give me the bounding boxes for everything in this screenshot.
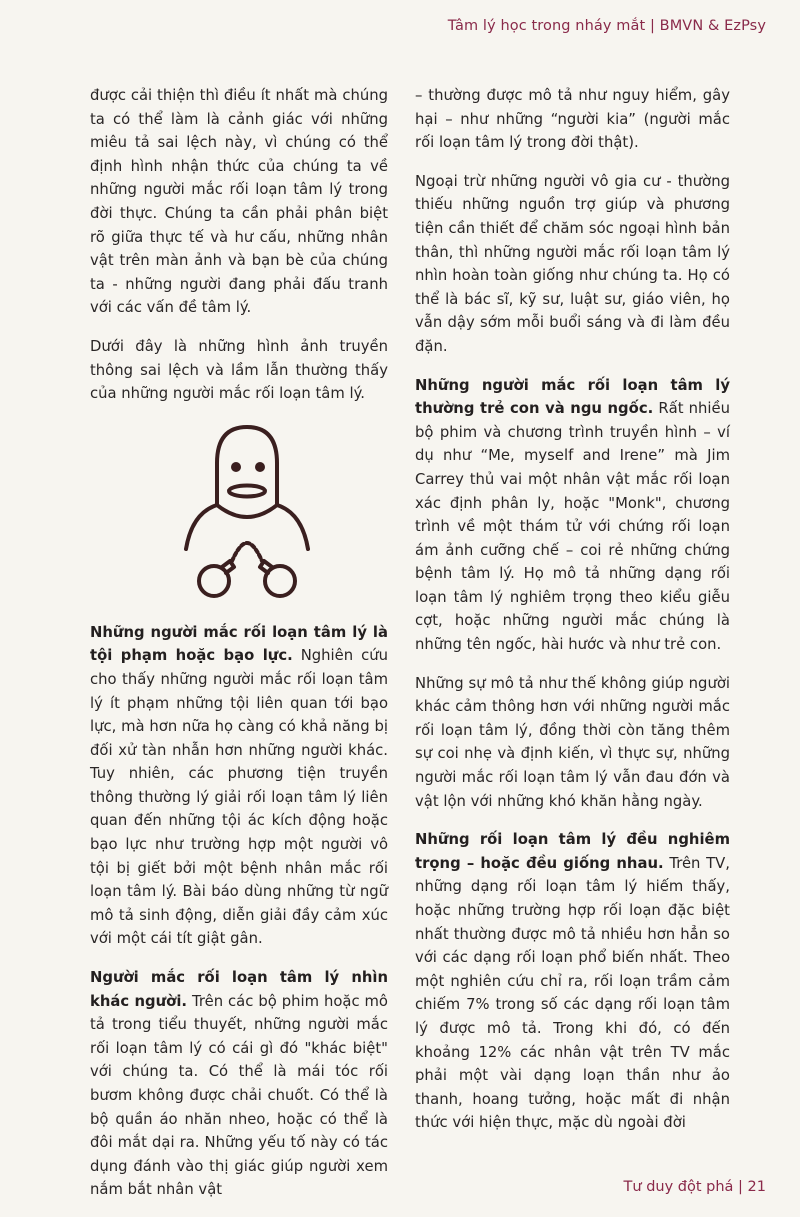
paragraph: Những sự mô tả như thế không giúp người khác cảm thông hơn với những người mắc rối loạn tâm lý, đồng thời còn tăng thêm sự coi nhẹ và định kiến, vì thực sự, những người mắc rối loạn tâm lý vẫn đau đớn và vật lộn với những khó khăn hằng ngày. xyxy=(415,674,730,810)
paragraph-heading: Những người mắc rối loạn tâm lý là tội phạm hoặc bạo lực. xyxy=(90,623,388,665)
left-column xyxy=(90,84,388,1217)
paragraph: – thường được mô tả như nguy hiểm, gây hại – như những “người kia” (người mắc rối loạn tâm lý trong đời thật). xyxy=(415,87,730,152)
paragraph-heading: Những rối loạn tâm lý đều nghiêm trọng – hoặc đều giống nhau. xyxy=(415,831,730,872)
running-header: Tâm lý học trong nháy mắt | BMVN & EzPsy xyxy=(447,18,766,34)
paragraph: Những người mắc rối loạn tâm lý là tội phạm hoặc bạo lực. Nghiên cứu cho thấy những người mắc rối loạn tâm lý ít phạm những tội liên quan tới bạo lực, mà hơn nữa họ càng có khả năng bị đối xử tàn nhẫn hơn những người khác. Tuy nhiên, các phương tiện truyền thông thường lý giải rối loạn tâm lý liên quan đến những tội ác kích động hoặc bạo lực như trường hợp một người vô tội bị giết bởi một bệnh nhân mắc rối loạn tâm lý. Bài báo dùng những từ ngữ mô tả sinh động, diễn giải đầy cảm xúc với một cái tít giật gân. xyxy=(90,623,388,948)
paragraph-heading: Những người mắc rối loạn tâm lý thường trẻ con và ngu ngốc. xyxy=(415,376,730,418)
paragraph-heading: Người mắc rối loạn tâm lý nhìn khác người. xyxy=(90,969,388,1010)
paragraph: Ngoại trừ những người vô gia cư - thường thiếu những nguồn trợ giúp và phương tiện cần thiết để chăm sóc ngoại hình bản thân, thì những người mắc rối loạn tâm lý nhìn hoàn toàn giống như chúng ta. Họ có thể là bác sĩ, kỹ sư, luật sư, giáo viên, họ vẫn dậy sớm mỗi buổi sáng và đi làm đều đặn. xyxy=(415,172,730,355)
paragraph: Người mắc rối loạn tâm lý nhìn khác người. Trên các bộ phim hoặc mô tả trong tiểu thuyết, những người mắc rối loạn tâm lý có cái gì đó "khác biệt" với chúng ta. Có thể là mái tóc rối bươm không được chải chuốt. Có thể là bộ quần áo nhăn nheo, hoặc có thể là đôi mắt dại ra. Những yếu tố này có tác dụng đánh vào thị giác giúp người xem nắm bắt nhân vật xyxy=(90,969,388,1199)
paragraph: Dưới đây là những hình ảnh truyền thông sai lệch và lầm lẫn thường thấy của những người mắc rối loạn tâm lý. xyxy=(90,337,388,403)
page-footer: Tư duy đột phá | 21 xyxy=(623,1179,766,1195)
handcuffed-person-icon xyxy=(182,421,312,601)
paragraph: Những rối loạn tâm lý đều nghiêm trọng – hoặc đều giống nhau. Trên TV, những dạng rối loạn tâm lý hiếm thấy, hoặc những trường hợp rối loạn đặc biệt nhất thường được mô tả nhiều hơn hẳn so với các dạng rối loạn phổ biến nhất. Theo một nghiên cứu chỉ ra, rối loạn trầm cảm chiếm 7% trong số các dạng rối loạn tâm lý được mô tả. Trong khi đó, có đến khoảng 12% các nhân vật trên TV mắc phải một vài dạng loạn thần như ảo thanh, hoang tưởng, hoặc mất đi nhận thức với hiện thực, mặc dù ngoài đời xyxy=(415,831,731,1132)
paragraph: được cải thiện thì điều ít nhất mà chúng ta có thể làm là cảnh giác với những miêu tả sai lệch này, vì chúng có thể định hình nhận thức của chúng ta về những người mắc rối loạn tâm lý trong đời thực. Chúng ta cần phải phân biệt rõ giữa thực tế và hư cấu, những nhân vật trên màn ảnh và bạn bè của chúng ta - những người đang phải đấu tranh với các vấn đề tâm lý. xyxy=(90,87,388,317)
paragraph: Những người mắc rối loạn tâm lý thường trẻ con và ngu ngốc. Rất nhiều bộ phim và chương trình truyền hình – ví dụ như “Me, myself and Irene” mà Jim Carrey thủ vai một nhân vật mắc rối loạn xác định phân ly, hoặc "Monk", chương trình về một thám tử với chứng rối loạn ám ảnh cưỡng chế – coi rẻ những chứng bệnh tâm lý. Họ mô tả những dạng rối loạn tâm lý nghiêm trọng theo kiểu giễu cợt, hoặc những người mắc chúng là những tên ngốc, hài hước và như trẻ con. xyxy=(415,376,730,654)
right-column xyxy=(415,84,730,1150)
